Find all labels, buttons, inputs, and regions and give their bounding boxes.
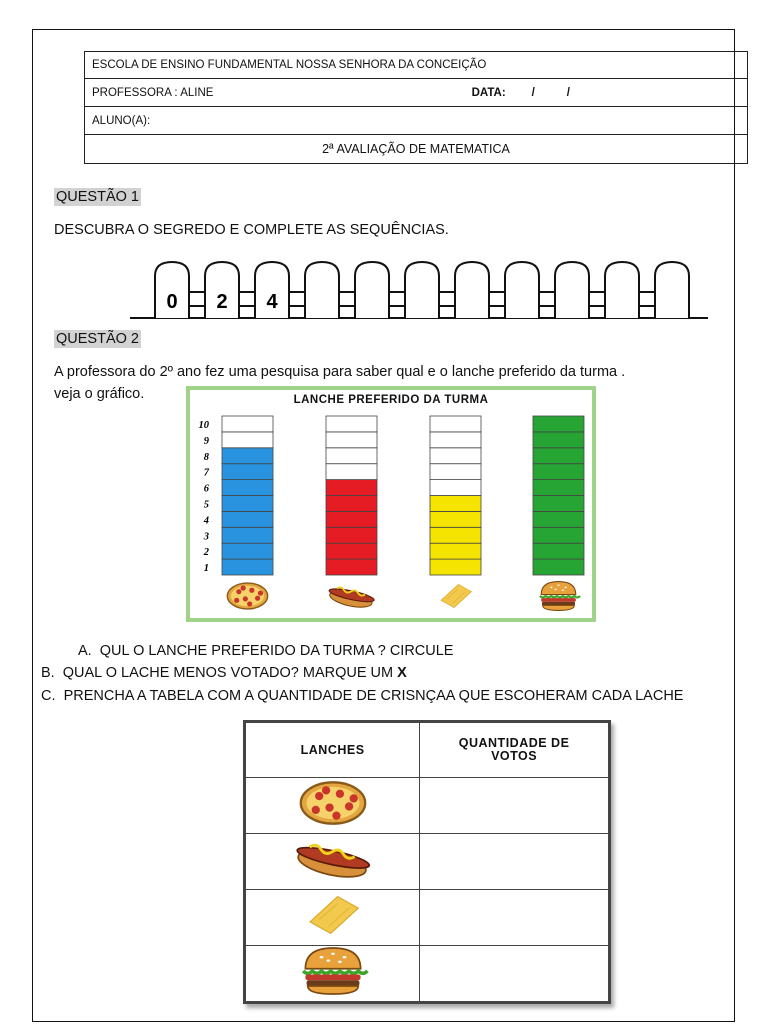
bar-cell (326, 464, 377, 480)
chips-icon (441, 584, 471, 607)
y-tick-label: 7 (203, 467, 209, 479)
bar-cell (533, 448, 584, 464)
burger-icon (303, 948, 367, 994)
row-hotdog (245, 834, 420, 890)
snack-chart (186, 386, 596, 622)
bar-cell (430, 559, 481, 575)
question-1-prompt: DESCUBRA O SEGREDO E COMPLETE AS SEQUÊNCIAS. (54, 222, 449, 238)
bar-cell (430, 464, 481, 480)
votes-table (243, 720, 611, 1004)
exam-title: 2ª AVALIAÇÃO DE MATEMATICA (85, 135, 748, 164)
votes-cell-hotdog[interactable] (420, 834, 610, 890)
sequence-value: 0 (166, 291, 178, 313)
bar-cell (533, 559, 584, 575)
question-2-prompt-line1: A professora do 2º ano fez uma pesquisa para saber qual e o lanche preferido da turma . (54, 364, 626, 380)
sequence-value: 2 (216, 291, 228, 313)
hotdog-icon (295, 843, 370, 881)
bar-cell (533, 511, 584, 527)
y-tick-label: 1 (203, 563, 209, 575)
y-tick-label: 2 (203, 547, 209, 559)
y-tick-label: 3 (203, 531, 209, 543)
bar-pizza (222, 416, 273, 575)
fence-picket (505, 262, 539, 318)
bar-cell (533, 464, 584, 480)
pizza-icon (300, 782, 364, 823)
bar-cell (326, 511, 377, 527)
fence-picket (305, 262, 339, 318)
bar-cell (222, 559, 273, 575)
bar-cell (430, 543, 481, 559)
fence-picket (555, 262, 589, 318)
bar-cell (533, 527, 584, 543)
votes-cell-burger[interactable] (420, 946, 610, 1003)
chips-icon (310, 897, 358, 934)
bar-cell (430, 432, 481, 448)
date-field[interactable]: / / (531, 86, 570, 99)
bar-cell (326, 496, 377, 512)
bar-cell (533, 480, 584, 496)
fence-picket (355, 262, 389, 318)
pizza-icon (227, 583, 267, 609)
y-tick-label: 4 (203, 515, 209, 527)
row-chips (245, 890, 420, 946)
fence-picket (655, 262, 689, 318)
chart-title: LANCHE PREFERIDO DA TURMA (293, 394, 489, 406)
bar-cell (222, 432, 273, 448)
header-table (84, 51, 748, 164)
burger-icon (540, 582, 580, 611)
item-c: C. PRENCHA A TABELA COM A QUANTIDADE DE CRISNÇAA QUE ESCOHERAM CADA LACHE (41, 688, 684, 704)
student-field[interactable]: ALUNO(A): (85, 107, 748, 135)
question-2-label: QUESTÃO 2 (56, 331, 139, 347)
votes-cell-pizza[interactable] (420, 778, 610, 834)
bar-cell (533, 432, 584, 448)
bar-cell (430, 496, 481, 512)
fence-picket (605, 262, 639, 318)
bar-cell (326, 448, 377, 464)
y-tick-label: 10 (198, 419, 209, 431)
bar-cell (430, 416, 481, 432)
bar-cell (222, 480, 273, 496)
y-tick-label: 9 (203, 435, 209, 447)
question-2-prompt-line2: veja o gráfico. (54, 386, 145, 402)
fence-sequence (130, 258, 710, 322)
bar-burger (533, 416, 584, 575)
bar-cell (326, 527, 377, 543)
bar-cell (326, 416, 377, 432)
hotdog-icon (328, 586, 375, 610)
bar-cell (222, 543, 273, 559)
bar-cell (222, 511, 273, 527)
bar-cell (222, 416, 273, 432)
row-burger (245, 946, 420, 1003)
school-name: ESCOLA DE ENSINO FUNDAMENTAL NOSSA SENHORA DA CONCEIÇÃO (85, 52, 748, 79)
y-tick-label: 6 (203, 483, 209, 495)
bar-cell (533, 543, 584, 559)
fence-picket (405, 262, 439, 318)
bar-cell (430, 448, 481, 464)
bar-cell (430, 480, 481, 496)
item-b: B. QUAL O LACHE MENOS VOTADO? MARQUE UM X (41, 665, 407, 681)
bar-cell (326, 480, 377, 496)
bar-cell (222, 527, 273, 543)
question-1-label: QUESTÃO 1 (56, 189, 139, 205)
votes-cell-chips[interactable] (420, 890, 610, 946)
bar-cell (222, 464, 273, 480)
col-header-lanches: LANCHES (245, 722, 420, 778)
bar-cell (430, 527, 481, 543)
teacher-name: PROFESSORA : ALINE (92, 86, 214, 99)
y-tick-label: 8 (203, 451, 209, 463)
bar-cell (533, 416, 584, 432)
bar-hotdog (326, 416, 377, 575)
bar-cell (222, 448, 273, 464)
bar-cell (326, 543, 377, 559)
fence-picket (455, 262, 489, 318)
row-pizza (245, 778, 420, 834)
y-tick-label: 5 (203, 499, 209, 511)
bar-cell (326, 432, 377, 448)
bar-chips (430, 416, 481, 575)
bar-cell (326, 559, 377, 575)
bar-cell (430, 511, 481, 527)
col-header-votos: QUANTIDADE DE VOTOS (420, 722, 610, 778)
bar-cell (222, 496, 273, 512)
sequence-value: 4 (266, 291, 278, 313)
bar-cell (533, 496, 584, 512)
date-label: DATA: (471, 86, 506, 99)
item-a: A. QUL O LANCHE PREFERIDO DA TURMA ? CIRCULE (78, 643, 454, 659)
